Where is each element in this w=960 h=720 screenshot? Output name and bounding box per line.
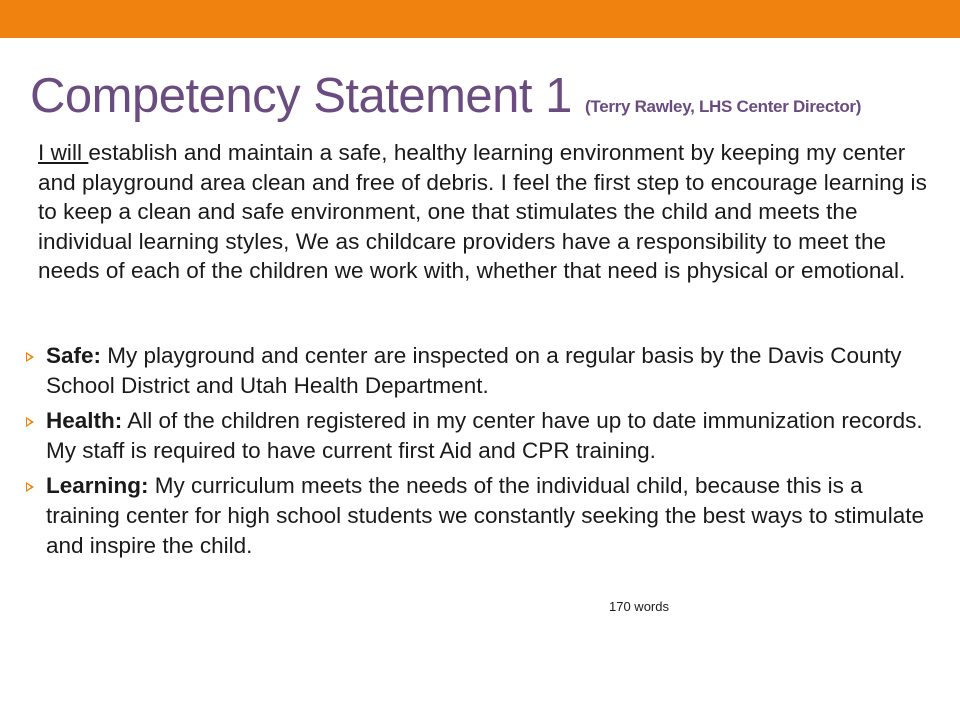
slide-title <box>30 66 861 137</box>
arrow-bullet-icon <box>26 482 34 492</box>
intro-paragraph <box>38 138 938 286</box>
bullet-text: My playground and center are inspected on a regular basis by the Davis County School District and Utah Health Department. <box>46 343 902 398</box>
intro-text: establish and maintain a safe, healthy learning environment by keeping my center and playground area clean and free of debris. I feel the first step to encourage learning is to keep a clean and safe environment, one that stimulates the child and meets the individual learning styles, We as childcare providers have a responsibility to meet the needs of each of the children we work with, whether that need is physical or emotional. <box>38 140 927 284</box>
bullet-heading: Safe: <box>46 343 102 368</box>
word-count: 170 words <box>609 599 669 614</box>
top-accent-bar <box>0 0 960 38</box>
arrow-bullet-icon <box>26 417 34 427</box>
bullet-list <box>26 341 936 566</box>
bullet-item-learning <box>26 471 936 560</box>
bullet-item-health <box>26 406 936 465</box>
bullet-text: My curriculum meets the needs of the individual child, because this is a training center for high school students we constantly seeking the best ways to stimulate and inspire the child. <box>46 473 924 558</box>
arrow-bullet-icon <box>26 352 34 362</box>
slide-title-subtitle: (Terry Rawley, LHS Center Director) <box>585 97 862 116</box>
bullet-text: All of the children registered in my center have up to date immunization records. My staff is required to have current first Aid and CPR training. <box>46 408 923 463</box>
bullet-heading: Learning: <box>46 473 149 499</box>
bullet-heading: Health: <box>46 408 123 434</box>
bullet-item-safe <box>26 341 936 400</box>
slide-title-main: Competency Statement 1 <box>30 69 572 123</box>
intro-lead: I will <box>38 140 89 165</box>
